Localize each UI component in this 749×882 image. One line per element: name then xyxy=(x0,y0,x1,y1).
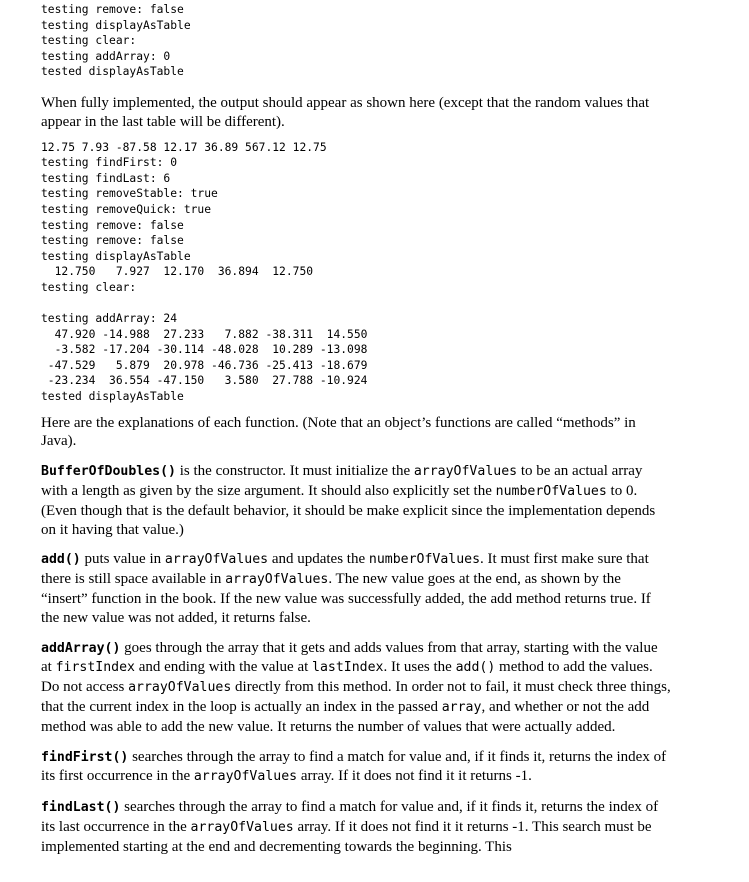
code-line: testing addArray: 0 xyxy=(41,49,171,63)
add-paragraph xyxy=(41,550,671,627)
code-line: 47.920 -14.988 27.233 7.882 -38.311 14.550 xyxy=(41,327,368,341)
text-run: is the constructor. It must initialize the xyxy=(175,463,414,480)
code-line: testing addArray: 24 xyxy=(41,312,178,326)
text-run: method to add the values. Do not access xyxy=(41,659,653,696)
code-term: arrayOfValues xyxy=(128,680,232,696)
explanations-intro: Here are the explanations of each function. (Note that an object’s functions are called “methods” in Java). xyxy=(41,414,636,450)
code-line: testing removeQuick: true xyxy=(41,202,212,216)
text-run: searches through the array to find a match for value and, if it finds it, returns the index of its first occurrence in the xyxy=(41,748,667,785)
code-term: arrayOfValues xyxy=(164,552,269,568)
text-run: . It uses the xyxy=(383,659,456,676)
code-line: 12.750 7.927 12.170 36.894 12.750 xyxy=(41,265,314,279)
method-name: addArray() xyxy=(41,640,121,656)
text-run: directly from this method. In order not to fail, it must check three things, that the current index in the loop is actually an index in the passed xyxy=(41,679,671,716)
code-line: testing remove: false xyxy=(41,218,184,232)
code-line: testing displayAsTable xyxy=(41,249,191,263)
text-run: array. If it does not find it it returns -1. This search must be implemented starting at the end and decrementing towards the beginning. This xyxy=(41,819,652,855)
text-run: puts value in xyxy=(80,551,165,568)
code-term: array xyxy=(441,700,482,716)
findfirst-paragraph xyxy=(41,748,671,788)
intro-paragraph: When fully implemented, the output should appear as shown here (except that the random values that appear in the last table will be different). xyxy=(41,94,650,130)
code-line: testing findLast: 6 xyxy=(41,171,171,185)
code-line: -23.234 36.554 -47.150 3.580 27.788 -10.924 xyxy=(41,374,368,388)
method-name: findLast() xyxy=(41,800,121,816)
code-line: 12.75 7.93 -87.58 12.17 36.89 567.12 12.75 xyxy=(41,140,327,154)
code-line: -47.529 5.879 20.978 -46.736 -25.413 -18.679 xyxy=(41,358,368,372)
code-line: tested displayAsTable xyxy=(41,390,184,404)
constructor-paragraph xyxy=(41,462,671,539)
code-line: testing removeStable: true xyxy=(41,187,218,201)
document-page xyxy=(41,2,671,857)
text-run: to be an actual array with a length as given by the size argument. It should also explicitly set the xyxy=(41,463,643,500)
text-run: array. If it does not find it it returns -1. xyxy=(297,768,532,785)
code-term: add() xyxy=(455,660,496,676)
code-line: -3.582 -17.204 -30.114 -48.028 10.289 -13.098 xyxy=(41,343,368,357)
findlast-paragraph xyxy=(41,798,671,856)
method-name: findFirst() xyxy=(41,749,129,765)
text-run: and updates the xyxy=(268,551,369,568)
method-name: add() xyxy=(41,552,81,568)
text-run: and ending with the value at xyxy=(134,659,313,676)
code-term: arrayOfValues xyxy=(413,464,518,480)
text-run: . It must first make sure that there is still space available in xyxy=(41,551,649,588)
code-line: testing clear: xyxy=(41,280,137,294)
text-run: , and whether or not the add method was able to add the new value. It returns the number of values that were actually added. xyxy=(41,699,650,735)
code-term: arrayOfValues xyxy=(225,572,329,588)
addarray-paragraph xyxy=(41,639,671,737)
code-term: arrayOfValues xyxy=(193,769,298,785)
code-term: firstIndex xyxy=(55,660,135,676)
code-line: tested displayAsTable xyxy=(41,65,184,79)
code-line: testing displayAsTable xyxy=(41,18,191,32)
method-name: BufferOfDoubles() xyxy=(41,464,176,480)
text-run: goes through the array that it gets and adds values from that array, starting with the value at xyxy=(41,639,658,676)
code-term: numberOfValues xyxy=(495,484,607,500)
blank-line xyxy=(41,296,671,312)
expected-output-block xyxy=(41,140,671,296)
code-term: numberOfValues xyxy=(368,552,481,568)
text-run: . The new value goes at the end, as shown by the “insert” function in the book. If the new value was successfully added, the add method returns true. If the new value was not added, it returns false. xyxy=(41,571,651,626)
text-run: to 0. (Even though that is the default behavior, it should be make explicit since the implementation depends on it having that value.) xyxy=(41,483,656,538)
text-run: searches through the array to find a match for value and, if it finds it, returns the index of its last occurrence in the xyxy=(41,799,659,835)
code-output-block xyxy=(41,2,671,80)
expected-output-table-block xyxy=(41,311,671,405)
code-line: testing remove: false xyxy=(41,234,184,248)
code-line: testing findFirst: 0 xyxy=(41,156,178,170)
code-term: arrayOfValues xyxy=(190,820,294,835)
code-term: lastIndex xyxy=(312,660,384,676)
code-line: testing remove: false xyxy=(41,3,184,16)
code-line: testing clear: xyxy=(41,34,137,48)
